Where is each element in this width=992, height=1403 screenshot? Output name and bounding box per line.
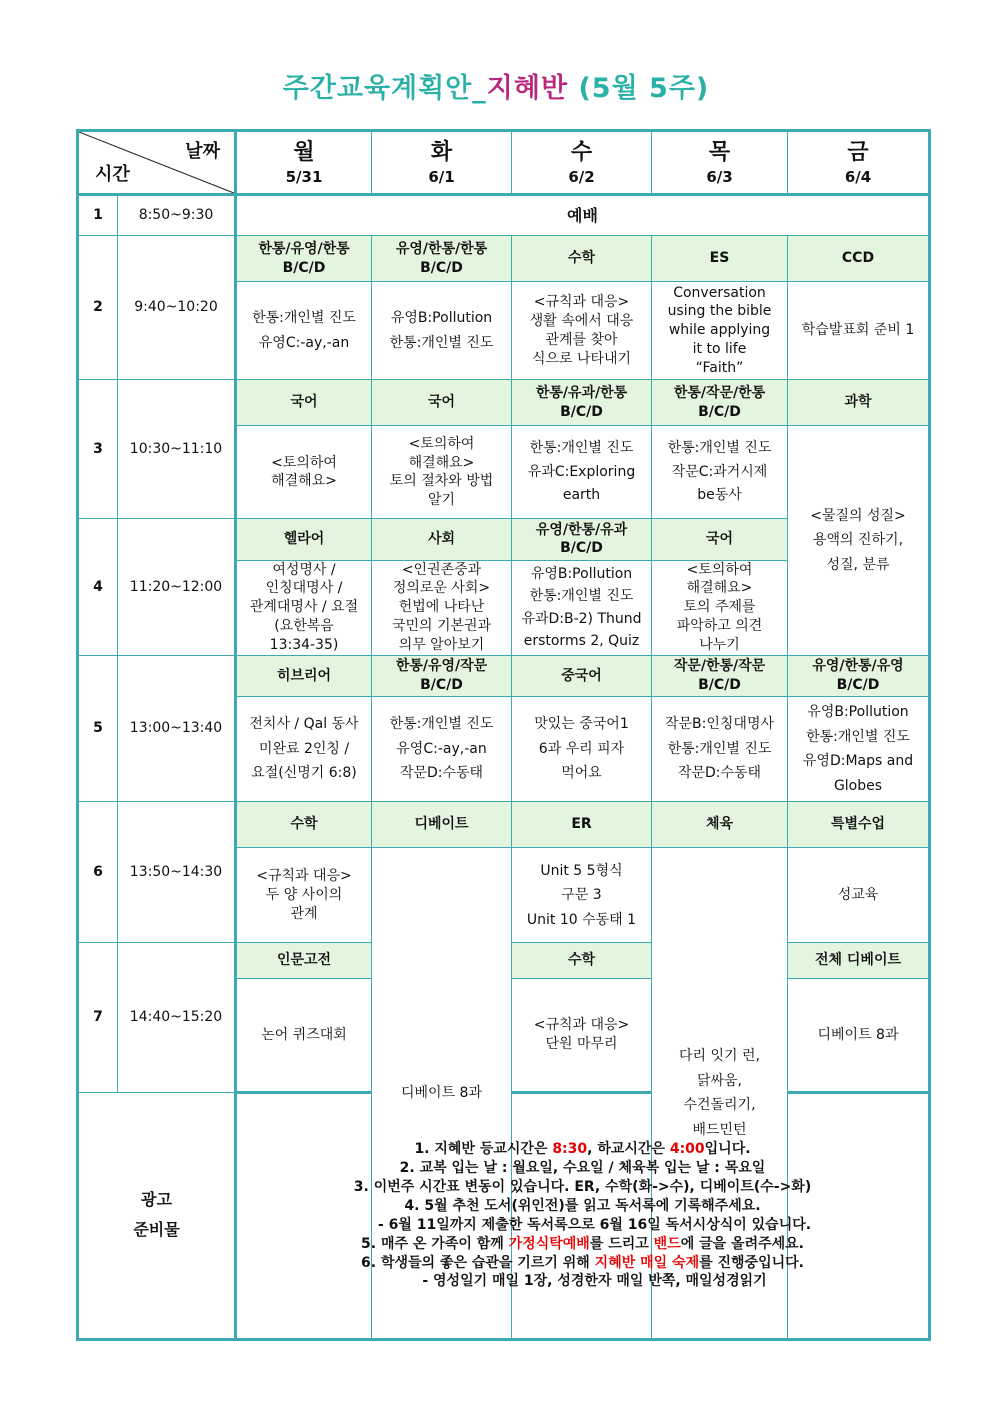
period-time: 11:20~12:00 bbox=[118, 519, 236, 656]
subject-cell: 유영/한통/한통 B/C/D bbox=[372, 236, 512, 282]
subject-cell: 유영/한통/유영 B/C/D bbox=[788, 656, 930, 697]
subject-cell: 수학 bbox=[236, 802, 372, 848]
period-number: 7 bbox=[78, 943, 118, 1092]
lesson-detail: 유영B:Pollution 한통:개인별 진도 bbox=[372, 282, 512, 380]
period-time: 10:30~11:10 bbox=[118, 380, 236, 519]
subject-cell: 국어 bbox=[236, 380, 372, 426]
subject-cell: 디베이트 bbox=[372, 802, 512, 848]
note-line: - 6월 11일까지 제출한 독서록으로 6월 16일 독서시상식이 있습니다. bbox=[377, 1216, 812, 1233]
subject-cell: 전체 디베이트 bbox=[788, 943, 930, 979]
title-prefix: 주간교육계획안_ bbox=[282, 73, 487, 104]
lesson-detail: <물질의 성질> 용액의 진하기, 성질, 분류 bbox=[788, 426, 930, 656]
period-3-subject-row bbox=[78, 380, 930, 426]
worship-cell: 예배 bbox=[236, 195, 930, 236]
subject-cell: 수학 bbox=[512, 236, 652, 282]
note-line: 3. 이번주 시간표 변동이 있습니다. ER, 수학(화->수), 디베이트(수->화) bbox=[353, 1179, 812, 1195]
title-suffix: (5월 5주) bbox=[568, 73, 710, 104]
period-number: 1 bbox=[78, 195, 118, 236]
day-header-wed: 수 6/2 bbox=[512, 131, 652, 195]
subject-cell: 중국어 bbox=[512, 656, 652, 697]
subject-cell: 한통/유영/작문 B/C/D bbox=[372, 656, 512, 697]
period-6-subject-row bbox=[78, 802, 930, 848]
subject-cell: 과학 bbox=[788, 380, 930, 426]
lesson-detail: <규칙과 대응> 생활 속에서 대응 관계를 찾아 식으로 나타내기 bbox=[512, 282, 652, 380]
subject-cell: 인문고전 bbox=[236, 943, 372, 979]
period-number: 3 bbox=[78, 380, 118, 519]
period-number: 4 bbox=[78, 519, 118, 656]
notes-label-cell bbox=[78, 1092, 236, 1339]
note-line: 5. 매주 온 가족이 함께 가정식탁예배를 드리고 밴드에 글을 올려주세요. bbox=[361, 1235, 804, 1252]
page-title bbox=[0, 66, 992, 105]
notice-label: 광고 bbox=[141, 1190, 172, 1210]
lesson-detail: 전치사 / Qal 동사 미완료 2인칭 / 요절(신명기 6:8) bbox=[236, 697, 372, 802]
corner-header-cell bbox=[78, 131, 236, 195]
day-header-mon: 월 5/31 bbox=[236, 131, 372, 195]
period-number: 5 bbox=[78, 656, 118, 802]
lesson-detail: <토의하여 해결해요> 토의 절차와 방법 알기 bbox=[372, 426, 512, 519]
supplies-label: 준비물 bbox=[133, 1220, 180, 1240]
subject-cell: 작문/한통/작문 B/C/D bbox=[652, 656, 788, 697]
lesson-detail: 작문B:인칭대명사 한통:개인별 진도 작문D:수동태 bbox=[652, 697, 788, 802]
subject-cell: 한통/유영/한통 B/C/D bbox=[236, 236, 372, 282]
notes-content bbox=[236, 1092, 930, 1339]
lesson-detail: 다리 잇기 런, 닭싸움, 수건돌리기, 배드민턴 bbox=[652, 848, 788, 1340]
note-line: 6. 학생들의 좋은 습관을 기르기 위해 지혜반 매일 숙제를 진행중입니다. bbox=[361, 1254, 804, 1271]
subject-cell: 사회 bbox=[372, 519, 512, 560]
weekly-schedule-table bbox=[76, 129, 931, 1341]
notes-row bbox=[78, 1092, 930, 1339]
period-number: 6 bbox=[78, 802, 118, 943]
time-label: 시간 bbox=[95, 163, 130, 185]
period-time: 8:50~9:30 bbox=[118, 195, 236, 236]
header-row bbox=[78, 131, 930, 195]
subject-cell: 특별수업 bbox=[788, 802, 930, 848]
lesson-detail: 학습발표회 준비 1 bbox=[788, 282, 930, 380]
subject-cell: 한통/작문/한통 B/C/D bbox=[652, 380, 788, 426]
subject-cell: ER bbox=[512, 802, 652, 848]
subject-cell: ES bbox=[652, 236, 788, 282]
lesson-detail: 한통:개인별 진도 유영C:-ay,-an 작문D:수동태 bbox=[372, 697, 512, 802]
lesson-detail: 한통:개인별 진도 유영C:-ay,-an bbox=[236, 282, 372, 380]
day-header-tue: 화 6/1 bbox=[372, 131, 512, 195]
day-header-fri: 금 6/4 bbox=[788, 131, 930, 195]
note-line: 1. 지혜반 등교시간은 8:30, 하교시간은 4:00입니다. bbox=[414, 1141, 751, 1158]
period-5-subject-row bbox=[78, 656, 930, 697]
note-line: 4. 5월 추천 도서(위인전)를 읽고 독서록에 기록해주세요. bbox=[404, 1197, 761, 1214]
subject-cell: 국어 bbox=[652, 519, 788, 560]
lesson-detail: 유영B:Pollution 한통:개인별 진도 유과D:B-2) Thund erstorms 2, Quiz bbox=[512, 560, 652, 656]
day-header-thu: 목 6/3 bbox=[652, 131, 788, 195]
lesson-detail: <인권존중과 정의로운 사회> 헌법에 나타난 국민의 기본권과 의무 알아보기 bbox=[372, 560, 512, 656]
lesson-detail: 맛있는 중국어1 6과 우리 피자 먹어요 bbox=[512, 697, 652, 802]
note-line: 2. 교복 입는 날 : 월요일, 수요일 / 체육복 입는 날 : 목요일 bbox=[399, 1160, 766, 1177]
subject-cell: 국어 bbox=[372, 380, 512, 426]
subject-cell: 한통/유과/한통 B/C/D bbox=[512, 380, 652, 426]
lesson-detail: <토의하여 해결해요> bbox=[236, 426, 372, 519]
date-label: 날짜 bbox=[185, 141, 220, 162]
lesson-detail: 디베이트 8과 bbox=[372, 848, 512, 1340]
period-time: 14:40~15:20 bbox=[118, 943, 236, 1092]
period-2-subject-row bbox=[78, 236, 930, 282]
period-time: 13:50~14:30 bbox=[118, 802, 236, 943]
lesson-detail: 여성명사 / 인칭대명사 / 관계대명사 / 요절 (요한복음 13:34-35) bbox=[236, 560, 372, 656]
lesson-detail: 논어 퀴즈대회 bbox=[236, 979, 372, 1092]
subject-cell: 유영/한통/유과 B/C/D bbox=[512, 519, 652, 560]
lesson-detail: Unit 5 5형식 구문 3 Unit 10 수동태 1 bbox=[512, 848, 652, 943]
lesson-detail: 성교육 bbox=[788, 848, 930, 943]
subject-cell: 히브리어 bbox=[236, 656, 372, 697]
period-time: 13:00~13:40 bbox=[118, 656, 236, 802]
lesson-detail: Conversation using the bible while applying it to life “Faith” bbox=[652, 282, 788, 380]
lesson-detail: <규칙과 대응> 두 양 사이의 관계 bbox=[236, 848, 372, 943]
title-class-name: 지혜반 bbox=[486, 73, 569, 104]
period-time: 9:40~10:20 bbox=[118, 236, 236, 380]
subject-cell: 헬라어 bbox=[236, 519, 372, 560]
lesson-detail: 유영B:Pollution 한통:개인별 진도 유영D:Maps and Globes bbox=[788, 697, 930, 802]
subject-cell: CCD bbox=[788, 236, 930, 282]
period-1-row bbox=[78, 195, 930, 236]
lesson-detail: 한통:개인별 진도 유과C:Exploring earth bbox=[512, 426, 652, 519]
lesson-detail: <규칙과 대응> 단원 마무리 bbox=[512, 979, 652, 1092]
subject-cell: 수학 bbox=[512, 943, 652, 979]
subject-cell: 체육 bbox=[652, 802, 788, 848]
lesson-detail: <토의하여 해결해요> 토의 주제를 파악하고 의견 나누기 bbox=[652, 560, 788, 656]
lesson-detail: 한통:개인별 진도 작문C:과거시제 be동사 bbox=[652, 426, 788, 519]
note-line: - 영성일기 매일 1장, 성경한자 매일 반쪽, 매일성경읽기 bbox=[422, 1273, 767, 1290]
period-number: 2 bbox=[78, 236, 118, 380]
lesson-detail: 디베이트 8과 bbox=[788, 979, 930, 1092]
